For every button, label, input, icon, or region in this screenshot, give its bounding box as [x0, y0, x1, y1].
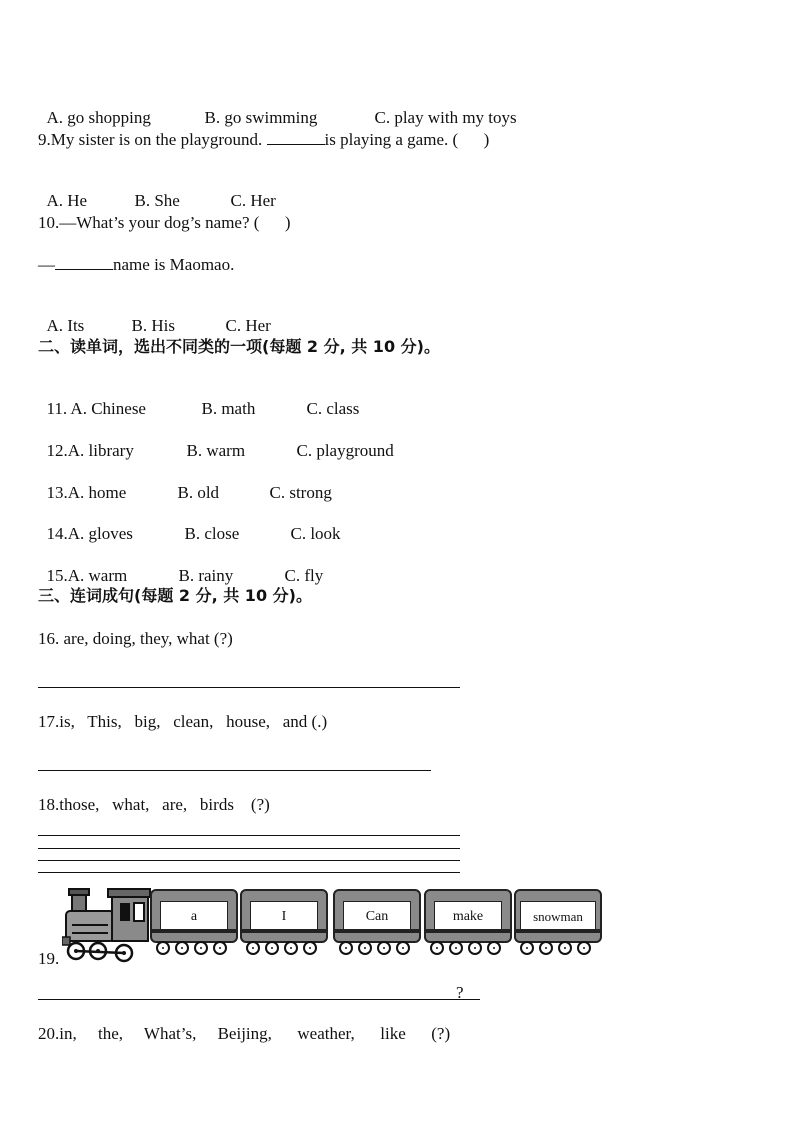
- q10-option-c[interactable]: C. Her: [225, 316, 271, 335]
- q9-question: [38, 130, 489, 150]
- q11-options: [38, 379, 359, 419]
- q18-answer-line-4: [38, 872, 460, 873]
- train-word-snowman: snowman: [520, 901, 596, 933]
- q8-options: [38, 88, 517, 128]
- q14-options: [38, 504, 341, 544]
- q10-options: [38, 296, 271, 336]
- q13-option-b[interactable]: B. old: [177, 483, 220, 502]
- q13-option-c[interactable]: C. strong: [269, 483, 332, 502]
- q9-text-after: is playing a game. ( ): [324, 130, 490, 149]
- q10-answer-blank[interactable]: [55, 255, 113, 270]
- train-wheels-1: [156, 941, 227, 958]
- section2-heading: 二、读单词，选出不同类的一项(每题 2 分, 共 10 分)。: [38, 337, 440, 356]
- q10-option-a[interactable]: A. Its: [46, 316, 85, 335]
- q14-option-c[interactable]: C. look: [290, 524, 341, 543]
- q13-options: [38, 463, 332, 503]
- q18-words: 18.those, what, are, birds (?): [38, 795, 270, 814]
- q10-answer-line: [38, 255, 234, 275]
- q13-option-a[interactable]: 13.A. home: [46, 483, 127, 502]
- q18-answer-line-1[interactable]: [38, 835, 460, 836]
- train-word-can: Can: [343, 901, 411, 933]
- q14-option-b[interactable]: B. close: [184, 524, 240, 543]
- q11-option-b[interactable]: B. math: [201, 399, 256, 418]
- q12-option-c[interactable]: C. playground: [296, 441, 394, 460]
- q17-words: 17.is, This, big, clean, house, and (.): [38, 712, 328, 731]
- q20-words: 20.in, the, What’s, Beijing, weather, like (?): [38, 1024, 451, 1043]
- q9-text-before: 9.My sister is on the playground.: [38, 130, 267, 149]
- train-car-i[interactable]: [240, 889, 328, 943]
- q15-option-c[interactable]: C. fly: [284, 566, 324, 585]
- q10-question: 10.—What’s your dog’s name? ( ): [38, 213, 291, 232]
- train-word-make: make: [434, 901, 502, 933]
- train-wheels-4: [430, 941, 501, 958]
- q9-option-b[interactable]: B. She: [134, 191, 180, 210]
- q18-answer-line-2: [38, 848, 460, 849]
- train-word-a: a: [160, 901, 228, 933]
- q15-options: [38, 546, 323, 586]
- q8-option-b[interactable]: B. go swimming: [204, 108, 318, 127]
- train-car-a[interactable]: [150, 889, 238, 943]
- q12-option-a[interactable]: 12.A. library: [46, 441, 134, 460]
- q9-options: [38, 171, 276, 211]
- q9-option-c[interactable]: C. Her: [230, 191, 276, 210]
- q16-answer-line[interactable]: [38, 687, 460, 688]
- q18-answer-line-3: [38, 860, 460, 861]
- q8-option-a[interactable]: A. go shopping: [46, 108, 151, 127]
- q19-number: 19.: [38, 949, 60, 968]
- train-wheels-3: [339, 941, 410, 958]
- q8-option-c[interactable]: C. play with my toys: [374, 108, 517, 127]
- q15-option-b[interactable]: B. rainy: [178, 566, 234, 585]
- q9-option-a[interactable]: A. He: [46, 191, 88, 210]
- q14-option-a[interactable]: 14.A. gloves: [46, 524, 133, 543]
- train-car-can[interactable]: [333, 889, 421, 943]
- q9-answer-blank[interactable]: [267, 130, 325, 145]
- q19-question-mark: ?: [456, 983, 464, 1002]
- train-car-make[interactable]: [424, 889, 512, 943]
- train-car-snowman[interactable]: [514, 889, 602, 943]
- train-wheels-5: [520, 941, 591, 958]
- q11-option-a[interactable]: 11. A. Chinese: [46, 399, 146, 418]
- q11-option-c[interactable]: C. class: [306, 399, 360, 418]
- q10-text-after: name is Maomao.: [113, 255, 235, 274]
- q10-option-b[interactable]: B. His: [131, 316, 175, 335]
- q17-answer-line[interactable]: [38, 770, 431, 771]
- q12-options: [38, 421, 394, 461]
- train-wheels-2: [246, 941, 317, 958]
- q16-words: 16. are, doing, they, what (?): [38, 629, 233, 648]
- train-word-i: I: [250, 901, 318, 933]
- q19-answer-line[interactable]: [38, 999, 480, 1000]
- q10-dash: —: [38, 255, 55, 274]
- section3-heading: 三、连词成句(每题 2 分, 共 10 分)。: [38, 586, 312, 605]
- locomotive-icon: [62, 887, 152, 963]
- q15-option-a[interactable]: 15.A. warm: [46, 566, 128, 585]
- q12-option-b[interactable]: B. warm: [186, 441, 246, 460]
